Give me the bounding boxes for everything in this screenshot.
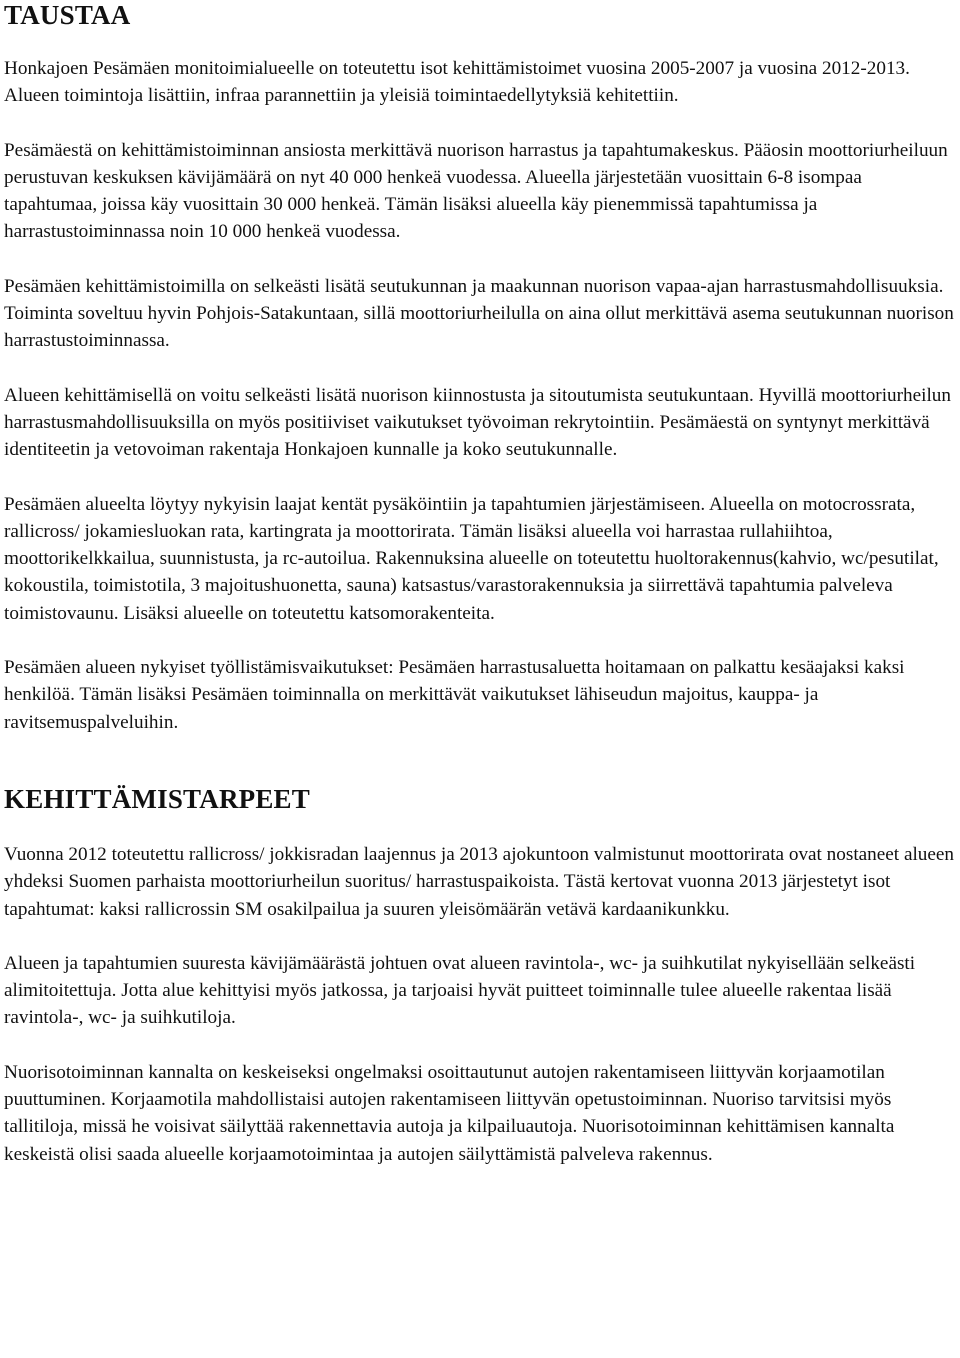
paragraph: Nuorisotoiminnan kannalta on keskeiseksi ongelmaksi osoittautunut autojen rakentamiseen liittyvän korjaamotilan puuttuminen. Korjaamotila mahdollistaisi autojen rakentamiseen liittyvän opetustoiminnan. Nuoriso tarvitsisi myös tallitiloja, missä he voisivat säilyttää rakennettavia autoja ja kilpailuautoja. Nuorisotoiminnan kehittämisen kannalta keskeistä olisi saada alueelle korjaamotoimintaa ja autojen säilyttämistä palveleva rakennus. [4,1061,895,1165]
paragraph: Honkajoen Pesämäen monitoimialueelle on toteutettu isot kehittämistoimet vuosina 2005-2007 ja vuosina 2012-2013. Alueen toimintoja lisättiin, infraa parannettiin ja yleisiä toimintaedellytyksiä kehitettiin. [4,58,910,107]
paragraph: Pesämäen kehittämistoimilla on selkeästi lisätä seutukunnan ja maakunnan nuorison vapaa-ajan harrastusmahdollisuuksia. Toiminta soveltuu hyvin Pohjois-Satakuntaan, sillä moottoriurheilulla on aina ollut merkittävä asema seutukunnan nuorison harrastustoiminnassa. [4,275,954,352]
section-heading: KEHITTÄMISTARPEET [4,783,310,814]
paragraph: Alueen kehittämisellä on voitu selkeästi lisätä nuorison kiinnostusta ja sitoutumista seutukuntaan. Hyvillä moottoriurheilun harrastusmahdollisuuksilla on myös positiiviset vaikutukset työvoiman rekrytointiin. Pesämäestä on syntynyt merkittävä identiteetin ja vetovoiman rakentaja Honkajoen kunnalle ja koko seutukunnalle. [4,384,951,461]
paragraph: Pesämäestä on kehittämistoiminnan ansiosta merkittävä nuorison harrastus ja tapahtumakeskus. Pääosin moottoriurheiluun perustuvan keskuksen kävijämäärä on nyt 40 000 henkeä vuodessa. Alueella järjestetään vuosittain 6-8 isompaa tapahtumaa, joissa käy vuosittain 30 000 henkeä. Tämän lisäksi alueella käy pienemmissä tapahtumissa ja harrastustoiminnassa noin 10 000 henkeä vuodessa. [4,139,948,243]
section-heading: TAUSTAA [4,0,131,30]
section-taustaa [4,0,954,736]
paragraph: Pesämäen alueelta löytyy nykyisin laajat kentät pysäköintiin ja tapahtumien järjestämiseen. Alueella on motocrossrata, rallicross/ jokamiesluokan rata, kartingrata ja moottorirata. Tämän lisäksi alueella voi harrastaa rullahiihtoa, moottorikelkkailua, suunnistusta, ja rc-autoilua. Rakennuksina alueelle on toteutettu huoltorakennus(kahvio, wc/pesutilat, kokoustila, toimistotila, 3 majoitushuonetta, sauna) katsastus/varastorakennuksia ja siirrettävä tapahtumia palveleva toimistovaunu. Lisäksi alueelle on toteutettu katsomorakenteita. [4,493,939,624]
section-kehittamistarpeet [4,784,954,1168]
paragraph: Alueen ja tapahtumien suuresta kävijämäärästä johtuen ovat alueen ravintola-, wc- ja suihkutilat nykyisellään selkeästi alimitoitettuja. Jotta alue kehittyisi myös jatkossa, ja tarjoaisi hyvät puitteet toiminnalle tulee alueelle rakentaa lisää ravintola-, wc- ja suihkutiloja. [4,952,916,1029]
paragraph: Pesämäen alueen nykyiset työllistämisvaikutukset: Pesämäen harrastusaluetta hoitamaan on palkattu kesäajaksi kaksi henkilöä. Tämän lisäksi Pesämäen toiminnalla on merkittävät vaikutukset lähiseudun majoitus, kauppa- ja ravitsemuspalveluihin. [4,657,905,733]
paragraph: Vuonna 2012 toteutettu rallicross/ jokkisradan laajennus ja 2013 ajokuntoon valmistunut moottorirata ovat nostaneet alueen yhdeksi Suomen parhaista moottoriurheilun suoritus/ harrastuspaikoista. Tästä kertovat vuonna 2013 järjestetyt isot tapahtumat: kaksi rallicrossin SM osakilpailua ja suuren yleisömäärän vetävä kardaanikunkku. [4,843,955,920]
